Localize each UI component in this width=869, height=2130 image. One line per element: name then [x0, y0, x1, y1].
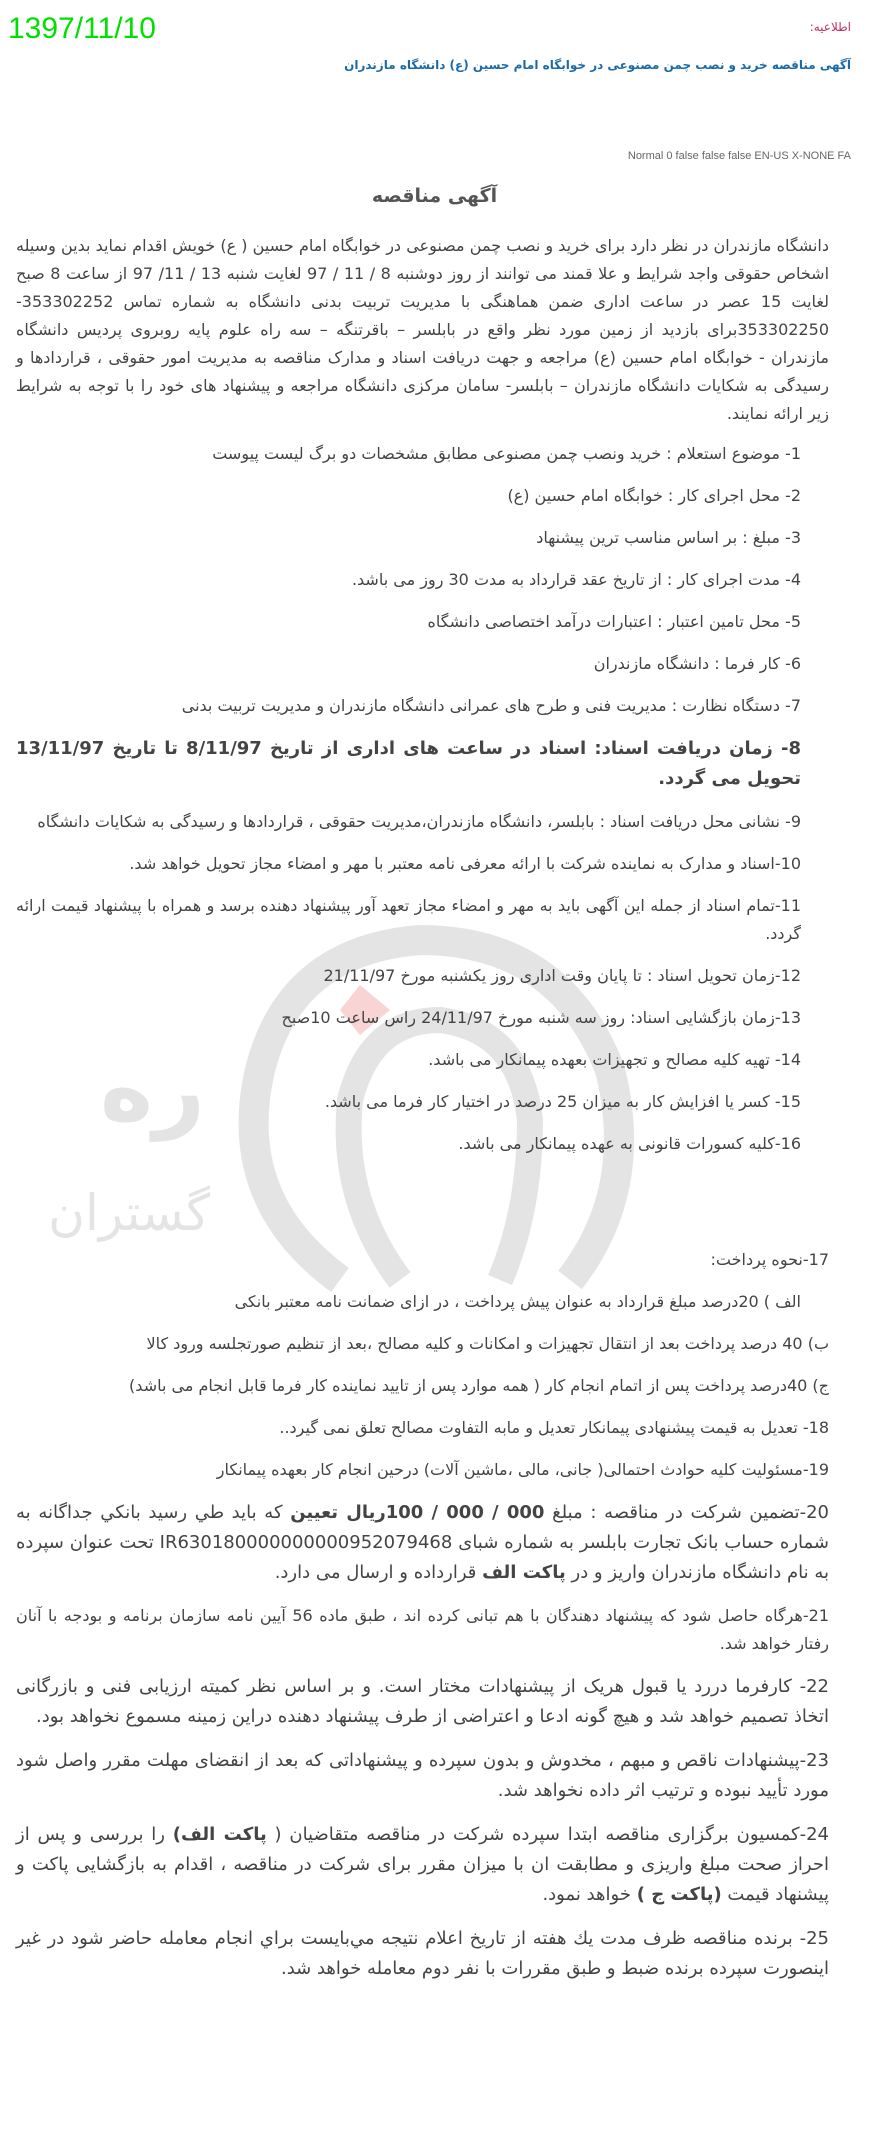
payment-heading: 17-نحوه پرداخت: — [710, 1250, 829, 1269]
condition-8: 8- زمان دریافت اسناد: اسناد در ساعت های اداری از تاریخ 8/11/97 تا تاریخ 13/11/97 تحویل می گردد. — [16, 738, 801, 789]
condition-22: 22- کارفرما دررد یا قبول هریک از پیشنهادات مختار است. و بر اساس نظر کمیته ارزیابی فنی و بازرگانی اتخاذ تصمیم خواهد شد و هیچ گونه ادعا و اعتراضی از طرف پیشنهاد دهنده دراین زمینه مسموع نخواهد بود. — [16, 1676, 829, 1727]
condition-4: 4- مدت اجرای کار : از تاریخ عقد قرارداد به مدت 30 روز می باشد. — [351, 570, 801, 589]
condition-23: 23-پیشنهادات ناقص و مبهم ، مخدوش و بدون سپرده و پیشنهاداتی که بعد از انقضای مهلت مقرر واصل شود مورد تأیید نبوده و ترتیب اثر داده نخواهد شد. — [16, 1750, 829, 1801]
condition-5: 5- محل تامین اعتبار : اعتبارات درآمد اختصاصی دانشگاه — [427, 612, 801, 631]
condition-12: 12-زمان تحویل اسناد : تا پایان وقت اداری روز یکشنبه مورخ 21/11/97 — [323, 966, 801, 985]
condition-19: 19-مسئولیت کلیه حوادث احتمالی( جانی، مالی ،ماشین آلات) درحین انجام کار بعهده پیمانکار — [216, 1460, 829, 1479]
condition-9: 9- نشانی محل دریافت اسناد : بابلسر، دانشگاه مازندران،مدیریت حقوقی ، قراردادها و رسیدگی به شکایات دانشگاه — [37, 812, 801, 831]
notice-label: اطلاعیه: — [809, 20, 851, 34]
condition-21: 21-هرگاه حاصل شود که پیشنهاد دهندگان با هم تبانی کرده اند ، طبق ماده 56 آیین نامه سازمان برنامه و بودجه با آنان رفتار خواهد شد. — [16, 1606, 830, 1653]
c24-envelope-c: (پاکت ج ) — [636, 1884, 722, 1905]
date-stamp: 1397/11/10 — [8, 12, 156, 45]
condition-11: 11-تمام اسناد از جمله این آگهی باید به مهر و امضاء مجاز تعهد آور پیشنهاد دهنده برسد و همراه با پیشنهاد قیمت ارائه گردد. — [16, 896, 801, 943]
payment-b: ب) 40 درصد پرداخت بعد از انتقال تجهیزات و امکانات و کلیه مصالح ،بعد از تنظیم صورتجلسه ورود کالا — [146, 1334, 829, 1353]
condition-2: 2- محل اجرای کار : خوابگاه امام حسین (ع) — [507, 486, 801, 505]
condition-10: 10-اسناد و مدارک به نماینده شرکت با ارائه معرفی نامه معتبر با مهر و امضاء مجاز تحویل خواهد شد. — [129, 854, 801, 873]
condition-20 — [16, 1498, 829, 1588]
condition-13: 13-زمان بازگشایی اسناد: روز سه شنبه مورخ 24/11/97 راس ساعت 10صبح — [281, 1008, 801, 1027]
c20-text2: که باید طي رسید بانكي جداگانه به شماره حساب بانک تجارت بابلسر به شماره شبای IR630180000000000952079468 تحت عنوان سپرده به نام دانشگاه مازندران واریز و در — [16, 1502, 829, 1583]
payment-c: ج) 40درصد پرداخت پس از اتمام انجام کار ( همه موارد پس از تایید نماینده کار فرما قابل انجام می باشد) — [129, 1376, 829, 1395]
condition-14: 14- تهیه کلیه مصالح و تجهیزات بعهده پیمانکار می باشد. — [428, 1050, 801, 1069]
condition-7: 7- دستگاه نظارت : مدیریت فنی و طرح های عمرانی دانشگاه مازندران و مدیریت تربیت بدنی — [181, 696, 801, 715]
notice-headline-link[interactable]: آگهی مناقصه خرید و نصب چمن مصنوعی در خوابگاه امام حسین (ع) دانشگاه مازندران — [344, 58, 851, 72]
page-title: آگهی مناقصه — [371, 185, 498, 207]
word-meta-text: Normal 0 false false false EN-US X-NONE FA — [627, 150, 851, 162]
condition-1: 1- موضوع استعلام : خرید ونصب چمن مصنوعی مطابق مشخصات دو برگ لیست پیوست — [212, 444, 801, 463]
intro-paragraph: دانشگاه مازندران در نظر دارد برای خرید و نصب چمن مصنوعی در خوابگاه امام حسین ( ع) خویش اقدام نماید بدین وسیله اشخاص حقوقی واجد شرایط و علا قمند می توانند از روز دوشنبه 8 / 11 / 97 لغایت شنبه 13 / 11/ 97 از ساعت 8 صبح لغایت 15 عصر در ساعت اداری ضمن هماهنگی با مدیریت تربیت بدنی دانشگاه به شماره تماس 353302252- 353302250برای بازدید از زمین مورد نظر واقع در بابلسر – باقرتنگه – سه راه علوم پایه روبروی پردیس دانشگاه مازندران - خوابگاه امام حسین (ع) مراجعه و جهت دریافت اسناد و مدارک مناقصه به مدیریت امور حقوقی ، قراردادها و رسیدگی به شکایات دانشگاه مازندران – بابلسر- سامان مرکزی دانشگاه مراجعه و پیشنهاد های خود را با توجه به شرایط زیر ارائه نمایند. — [16, 236, 830, 423]
condition-15: 15- کسر یا افزایش کار به میزان 25 درصد در اختیار کار فرما می باشد. — [324, 1092, 801, 1111]
c24-text2: را بررسی و پس از احراز صحت مبلغ واریزی و مطابقت ان با میزان مقرر برای شرکت در مناقصه ، اقدام به بازگشایی پاکت و پیشنهاد قیمت — [16, 1824, 829, 1905]
condition-3: 3- مبلغ : بر اساس مناسب ترین پیشنهاد — [536, 528, 801, 547]
c24-text3: خواهد نمود. — [542, 1884, 637, 1905]
condition-18: 18- تعدیل به قیمت پیشنهادی پیمانکار تعدیل و مابه التفاوت مصالح تعلق نمی گیرد.. — [279, 1418, 829, 1437]
c20-amount: 000 / 000 / 100ریال تعیین — [290, 1502, 545, 1523]
condition-25: 25- برنده مناقصه ظرف مدت يك هفته از تاريخ اعلام نتيجه مي‌بايست براي انجام معامله حاضر شود در غير اينصورت سپرده برنده ضبط و طبق مقررات با نفر دوم معامله خواهد شد. — [16, 1928, 829, 1979]
svg-text:ره: ره — [100, 1037, 205, 1142]
condition-16: 16-کلیه کسورات قانونی به عهده پیمانکار می باشد. — [458, 1134, 801, 1153]
condition-6: 6- کار فرما : دانشگاه مازندران — [593, 654, 801, 673]
c20-envelope: پاکت الف — [482, 1562, 566, 1583]
payment-a: الف ) 20درصد مبلغ قرارداد به عنوان پیش پرداخت ، در ازای ضمانت نامه معتبر بانکی — [234, 1292, 801, 1311]
c20-text: 20-تضمین شرکت در مناقصه : مبلغ — [544, 1502, 829, 1523]
svg-text:گستران: گستران — [48, 1184, 210, 1242]
c20-text3: قرارداده و ارسال می دارد. — [274, 1562, 483, 1583]
c24-envelope-a: پاکت الف) — [172, 1824, 267, 1845]
tender-body — [16, 232, 829, 1998]
conditions-list — [16, 440, 829, 1984]
condition-24 — [16, 1820, 829, 1910]
c24-text: 24-کمسیون برگزاری مناقصه ابتدا سپرده شرکت در مناقصه متقاضیان ( — [266, 1824, 829, 1845]
